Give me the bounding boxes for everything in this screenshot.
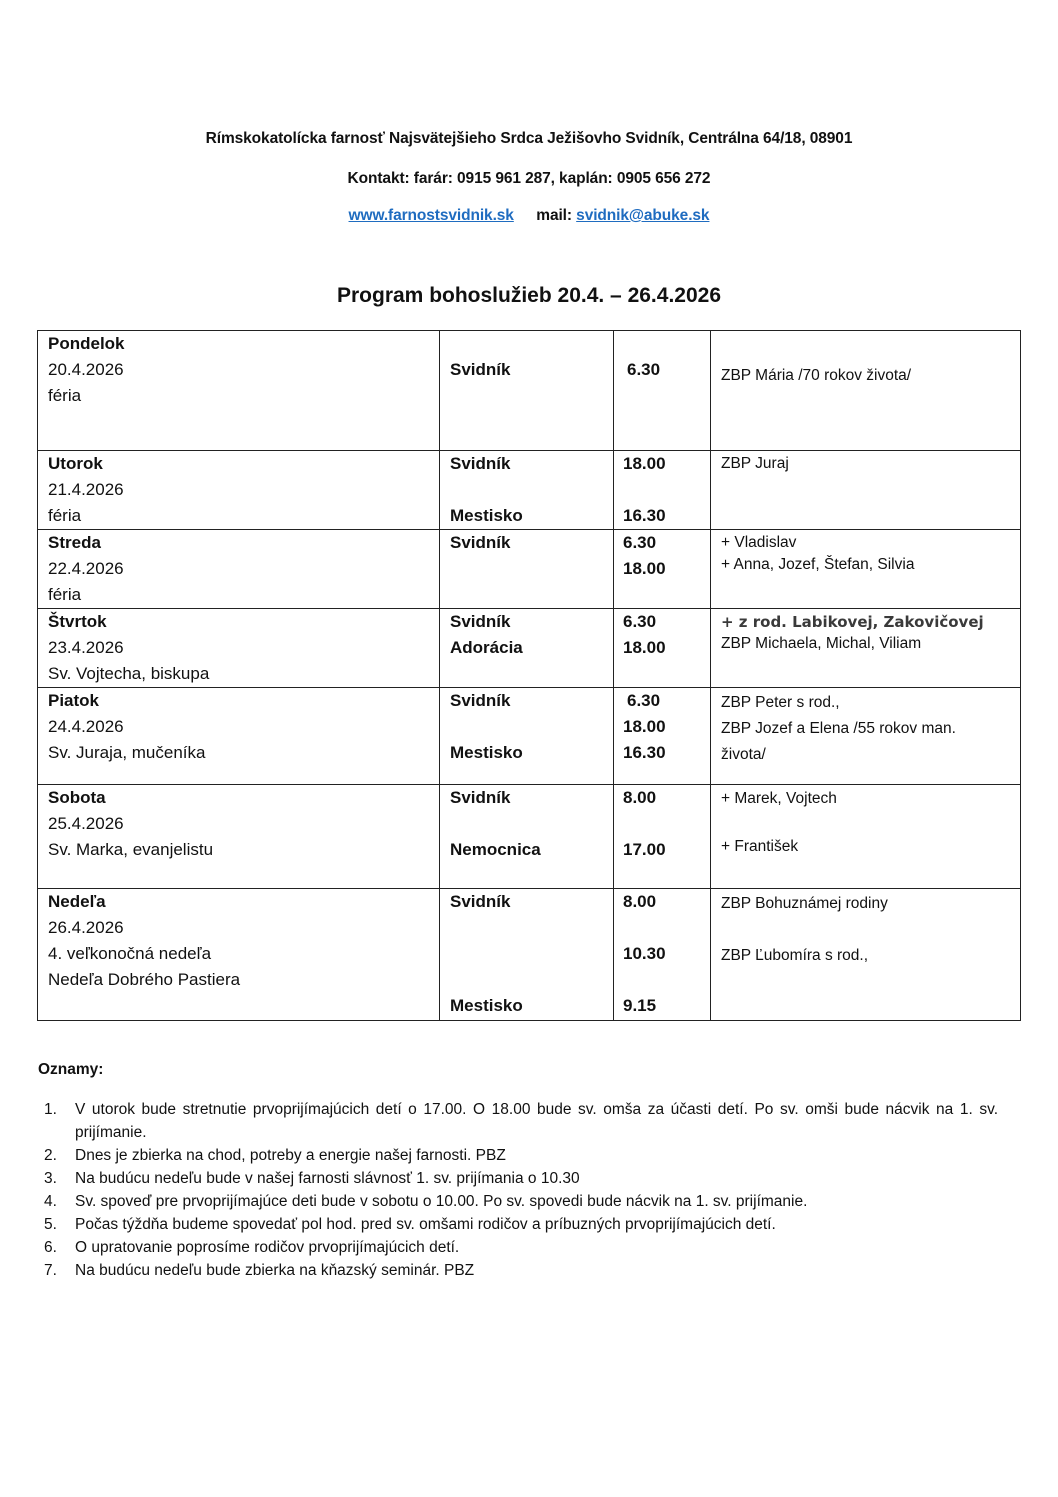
mail-label: mail:: [536, 207, 572, 224]
day-date: 20.4.2026: [48, 360, 124, 379]
list-number: 7.: [44, 1262, 57, 1279]
list-item: [38, 1167, 998, 1190]
intention-cell: [711, 889, 1021, 1021]
day-feast: féria: [48, 506, 82, 525]
time: 10.30: [623, 944, 666, 963]
mass-schedule-table: [37, 330, 1021, 1021]
place-cell: [440, 609, 614, 688]
notice-text: Na budúcu nedeľu bude v našej farnosti slávnosť 1. sv. prijímania o 10.30: [75, 1170, 580, 1187]
day-cell: [38, 451, 440, 530]
notice-text: Počas týždňa budeme spovedať pol hod. pred sv. omšami rodičov a príbuzných prvoprijímajúcich detí.: [75, 1216, 776, 1233]
time: 6.30: [623, 612, 657, 631]
day-cell: [38, 889, 440, 1021]
day-name: Piatok: [48, 691, 100, 710]
parish-name-address: Rímskokatolícka farnosť Najsvätejšieho Srdca Ježišovho Svidník, Centrálna 64/18, 08901: [205, 130, 853, 147]
day-feast: Nedeľa Dobrého Pastiera: [48, 970, 241, 989]
place-cell: [440, 451, 614, 530]
time-cell: [614, 331, 711, 451]
time: 6.30: [627, 691, 661, 710]
notice-text: Sv. spoveď pre prvoprijímajúce deti bude v sobotu o 10.00. Po sv. spovedi bude nácvik na 1. sv. prijímanie.: [75, 1193, 808, 1210]
place: Svidník: [450, 691, 511, 710]
time: 18.00: [623, 559, 666, 578]
place: Svidník: [450, 533, 511, 552]
place: Adorácia: [450, 638, 523, 657]
list-item: [38, 1098, 998, 1144]
day-cell: [38, 331, 440, 451]
place-cell: [440, 688, 614, 785]
time-cell: [614, 688, 711, 785]
time-cell: [614, 889, 711, 1021]
intention-cell: [711, 331, 1021, 451]
time: 16.30: [623, 743, 666, 762]
day-cell: [38, 530, 440, 609]
list-item: [38, 1144, 998, 1167]
notice-text: Dnes je zbierka na chod, potreby a energie našej farnosti. PBZ: [75, 1147, 506, 1164]
day-feast: féria: [48, 386, 82, 405]
list-number: 4.: [44, 1193, 57, 1210]
time-cell: [614, 530, 711, 609]
day-date: 25.4.2026: [48, 814, 124, 833]
intention: + z rod. Labikovej, Zakovičovej: [721, 613, 984, 631]
notices-title: Oznamy:: [38, 1061, 104, 1078]
list-item: [38, 1259, 998, 1282]
day-name: Pondelok: [48, 334, 125, 353]
list-number: 1.: [44, 1101, 57, 1118]
intention: ZBP Michaela, Michal, Viliam: [721, 635, 922, 652]
day-name: Nedeľa: [48, 892, 106, 911]
day-name: Sobota: [48, 788, 106, 807]
intention: ZBP Ľubomíra s rod.,: [721, 947, 869, 964]
intention-cell: [711, 609, 1021, 688]
intention: ZBP Jozef a Elena /55 rokov man. života/: [721, 720, 956, 763]
place: Mestisko: [450, 506, 523, 525]
time-cell: [614, 785, 711, 889]
day-date: 21.4.2026: [48, 480, 124, 499]
day-name: Štvrtok: [48, 612, 107, 631]
time: 18.00: [623, 454, 666, 473]
place: Svidník: [450, 788, 511, 807]
intention-cell: [711, 451, 1021, 530]
place-cell: [440, 889, 614, 1021]
intention: ZBP Juraj: [721, 455, 789, 472]
table-row: [38, 889, 1021, 1021]
table-row: [38, 785, 1021, 889]
notice-text: Na budúcu nedeľu bude zbierka na kňazský seminár. PBZ: [75, 1262, 475, 1279]
list-number: 2.: [44, 1147, 57, 1164]
day-name: Utorok: [48, 454, 103, 473]
place: Svidník: [450, 892, 511, 911]
time: 9.15: [623, 996, 657, 1015]
time-cell: [614, 451, 711, 530]
place-cell: [440, 530, 614, 609]
place: Nemocnica: [450, 840, 541, 859]
notice-text: V utorok bude stretnutie prvoprijímajúcich detí o 17.00. O 18.00 bude sv. omša za účasti detí. Po sv. omši bude nácvik na 1. sv. prijímanie.: [75, 1101, 998, 1141]
table-row: [38, 609, 1021, 688]
place: Mestisko: [450, 743, 523, 762]
day-date: 23.4.2026: [48, 638, 124, 657]
website-link[interactable]: www.farnostsvidnik.sk: [348, 207, 514, 224]
day-feast: Sv. Marka, evanjelistu: [48, 840, 214, 859]
day-feast: féria: [48, 585, 82, 604]
time: 18.00: [623, 717, 666, 736]
place-cell: [440, 785, 614, 889]
time: 17.00: [623, 840, 666, 859]
table-row: [38, 688, 1021, 785]
intention: + Marek, Vojtech: [721, 790, 837, 807]
day-cell: [38, 609, 440, 688]
time: 8.00: [623, 788, 657, 807]
time: 8.00: [623, 892, 657, 911]
list-number: 5.: [44, 1216, 57, 1233]
place: Svidník: [450, 612, 511, 631]
intention: + Vladislav: [721, 534, 797, 551]
email-link[interactable]: svidnik@abuke.sk: [576, 207, 710, 224]
time: 18.00: [623, 638, 666, 657]
day-date: 26.4.2026: [48, 918, 124, 937]
time: 6.30: [623, 533, 657, 552]
intention: ZBP Bohuznámej rodiny: [721, 895, 888, 912]
time: 6.30: [627, 360, 661, 379]
place-cell: [440, 331, 614, 451]
intention-cell: [711, 530, 1021, 609]
day-name: Streda: [48, 533, 101, 552]
time-cell: [614, 609, 711, 688]
web-mail-line: [0, 207, 1058, 225]
page-title: Program bohoslužieb 20.4. – 26.4.2026: [337, 284, 721, 307]
day-cell: [38, 688, 440, 785]
contact-phones: Kontakt: farár: 0915 961 287, kaplán: 0905 656 272: [347, 170, 711, 187]
day-date: 22.4.2026: [48, 559, 124, 578]
table-row: [38, 451, 1021, 530]
day-cell: [38, 785, 440, 889]
table-row: [38, 331, 1021, 451]
day-date: 24.4.2026: [48, 717, 124, 736]
day-feast: Sv. Vojtecha, biskupa: [48, 664, 210, 683]
intention: + František: [721, 838, 799, 855]
place: Mestisko: [450, 996, 523, 1015]
list-item: [38, 1190, 998, 1213]
list-item: [38, 1236, 998, 1259]
place: Svidník: [450, 454, 511, 473]
intention: ZBP Peter s rod.,: [721, 694, 840, 711]
day-feast: 4. veľkonočná nedeľa: [48, 944, 212, 963]
intention-cell: [711, 785, 1021, 889]
list-number: 3.: [44, 1170, 57, 1187]
table-row: [38, 530, 1021, 609]
list-number: 6.: [44, 1239, 57, 1256]
notices-list: [38, 1098, 998, 1282]
day-feast: Sv. Juraja, mučeníka: [48, 743, 206, 762]
intention: + Anna, Jozef, Štefan, Silvia: [721, 556, 915, 573]
notice-text: O upratovanie poprosíme rodičov prvoprijímajúcich detí.: [75, 1239, 460, 1256]
list-item: [38, 1213, 998, 1236]
intention-cell: [711, 688, 1021, 785]
place: Svidník: [450, 360, 511, 379]
intention: ZBP Mária /70 rokov života/: [721, 367, 912, 384]
time: 16.30: [623, 506, 666, 525]
